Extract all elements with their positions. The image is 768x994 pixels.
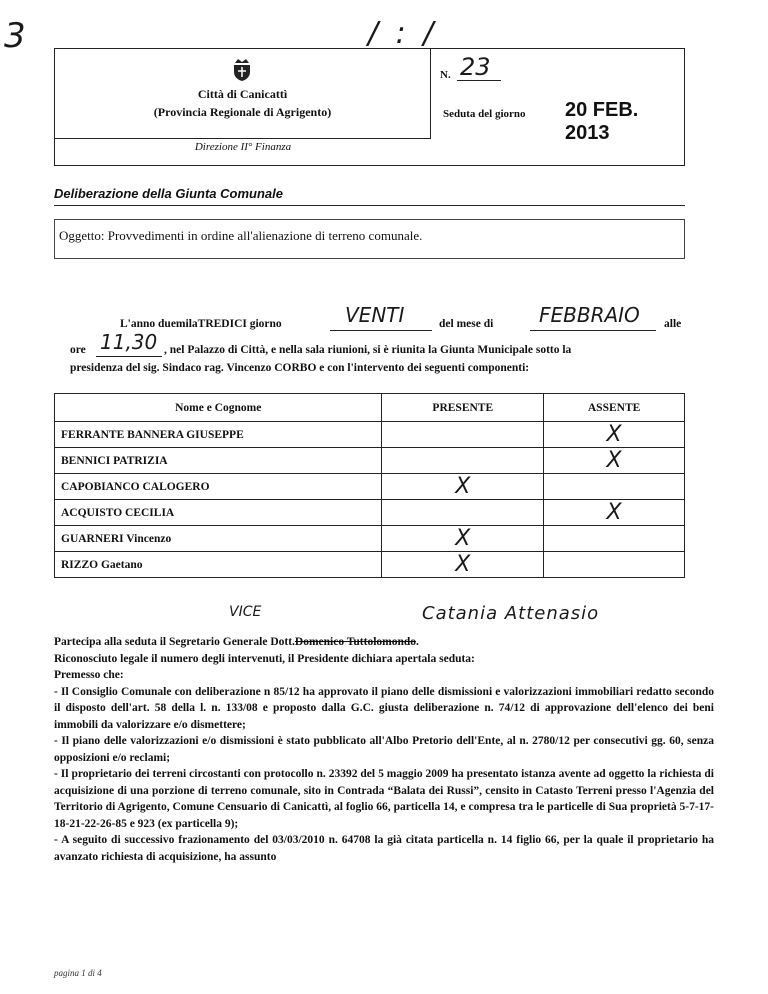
header-assente: ASSENTE [544,394,685,422]
header-name: Nome e Cognome [55,394,382,422]
session-text-5: , nel Palazzo di Città, e nella sala riunioni, si è riunita la Giunta Municipale sotto la [164,344,572,356]
header-box [54,48,685,166]
body-paragraph: - Il proprietario dei terreni circostanti con protocollo n. 23392 del 5 maggio 2009 ha presentato istanza avente ad oggetto la richiesta di acquisizione di una porzione di terreno comunale, sito in Contrada “Balata dei Russi”, censito in Catasto Terreni presso l'Agenzia del Territorio di Agrigento, Comune Censuario di Canicattì, al foglio 66, particella 14, e compresa tra le particelle di Sua proprietà 5-7-17-18-21-22-26-85 e 923 (ex particella 9); [54,768,714,830]
member-presente-mark: X [382,526,544,552]
member-assente-mark: X [544,422,685,448]
body-paragraph: - Il Consiglio Comunale con deliberazione n 85/12 ha approvato il piano delle dismissioni e valorizzazioni immobiliari redatto secondo il disposto dell'art. 58 della l. n. 133/08 e proposto dalla G.C. giusta deliberazione n. 74/12 di approvazione dell'elenco dei beni immobili da valorizzare e/o dismettere; [54,685,714,731]
member-presente-mark: X [382,552,544,578]
member-assente-mark [544,526,685,552]
table-row [55,526,685,552]
session-text-4: ore [70,344,86,356]
month-underline [530,330,656,331]
body-paragraph: - A seguito di successivo frazionamento del 03/03/2010 n. 64708 la già citata particella n. 14 figlio 66, per la quale il proprietario ha avanzato richiesta di acquisizione, ha assunto [54,834,714,863]
session-month-handwritten: FEBBRAIO [539,303,640,327]
member-assente-mark: X [544,448,685,474]
member-presente-mark [382,448,544,474]
document-body [54,634,714,865]
hour-underline [96,356,162,357]
margin-handwritten-number: 3 [4,16,26,56]
secretary-text: Partecipa alla seduta il Segretario Generale Dott. [54,636,295,648]
secretary-handwritten-name: Catania Attenasio [422,603,600,624]
session-text-6: presidenza del sig. Sindaco rag. Vincenzo CORBO e con l'intervento dei seguenti componenti: [70,362,530,374]
session-text-1: L'anno duemilaTREDICI giorno [120,318,282,330]
secretary-text-end: . [416,636,419,648]
table-row [55,422,685,448]
member-assente-mark [544,474,685,500]
struck-secretary-name: Domenico Tuttolomondo [294,636,417,648]
day-underline [330,330,432,331]
member-assente-mark [544,552,685,578]
member-name: BENNICI PATRIZIA [55,448,382,474]
number-underline [457,80,501,81]
header-presente: PRESENTE [382,394,544,422]
member-name: GUARNERI Vincenzo [55,526,382,552]
session-text-2: del mese di [439,318,494,330]
body-paragraph: Premesso che: [54,669,124,681]
city-name: Città di Canicattì [197,87,288,101]
member-name: ACQUISTO CECILIA [55,500,382,526]
province-name: (Provincia Regionale di Agrigento) [153,105,332,119]
member-name: CAPOBIANCO CALOGERO [55,474,382,500]
oggetto-box: Oggetto: Provvedimenti in ordine all'alienazione di terreno comunale. [54,219,685,259]
secretary-line [54,634,714,651]
members-table [54,393,685,578]
seduta-date-stamp: 20 FEB. 2013 [565,99,639,144]
member-presente-mark [382,422,544,448]
title-rule [54,205,685,206]
page-footer: pagina 1 di 4 [54,968,102,978]
direction-name: Direzione II° Finanza [194,141,292,153]
header-issuer-cell [55,49,431,139]
member-presente-mark [382,500,544,526]
member-name: FERRANTE BANNERA GIUSEPPE [55,422,382,448]
body-paragraph: - Il piano delle valorizzazioni e/o dismissioni è stato pubblicato all'Albo Pretorio dell'Ente, al n. 2780/12 per consecutivi gg. 60, senza opposizioni e/o reclami; [54,735,714,764]
table-row [55,474,685,500]
session-day-handwritten: VENTI [345,303,405,327]
deliberation-title: Deliberazione della Giunta Comunale [54,186,283,201]
table-row [55,448,685,474]
deliberation-number-label: N. [440,69,451,81]
member-presente-mark: X [382,474,544,500]
seduta-label: Seduta del giorno [443,108,526,120]
members-table-header [55,394,685,422]
top-handwritten-mark: / : / [368,16,438,51]
member-assente-mark: X [544,500,685,526]
session-text-3: alle [664,318,682,330]
body-paragraph: Riconosciuto legale il numero degli intervenuti, il Presidente dichiara apertala seduta: [54,652,475,665]
secretary-handwritten-vice: VICE [229,604,262,620]
table-row [55,552,685,578]
member-name: RIZZO Gaetano [55,552,382,578]
city-crest-icon [231,58,253,82]
session-hour-handwritten: 11,30 [100,330,158,354]
table-row [55,500,685,526]
deliberation-number-value: 23 [460,53,491,81]
